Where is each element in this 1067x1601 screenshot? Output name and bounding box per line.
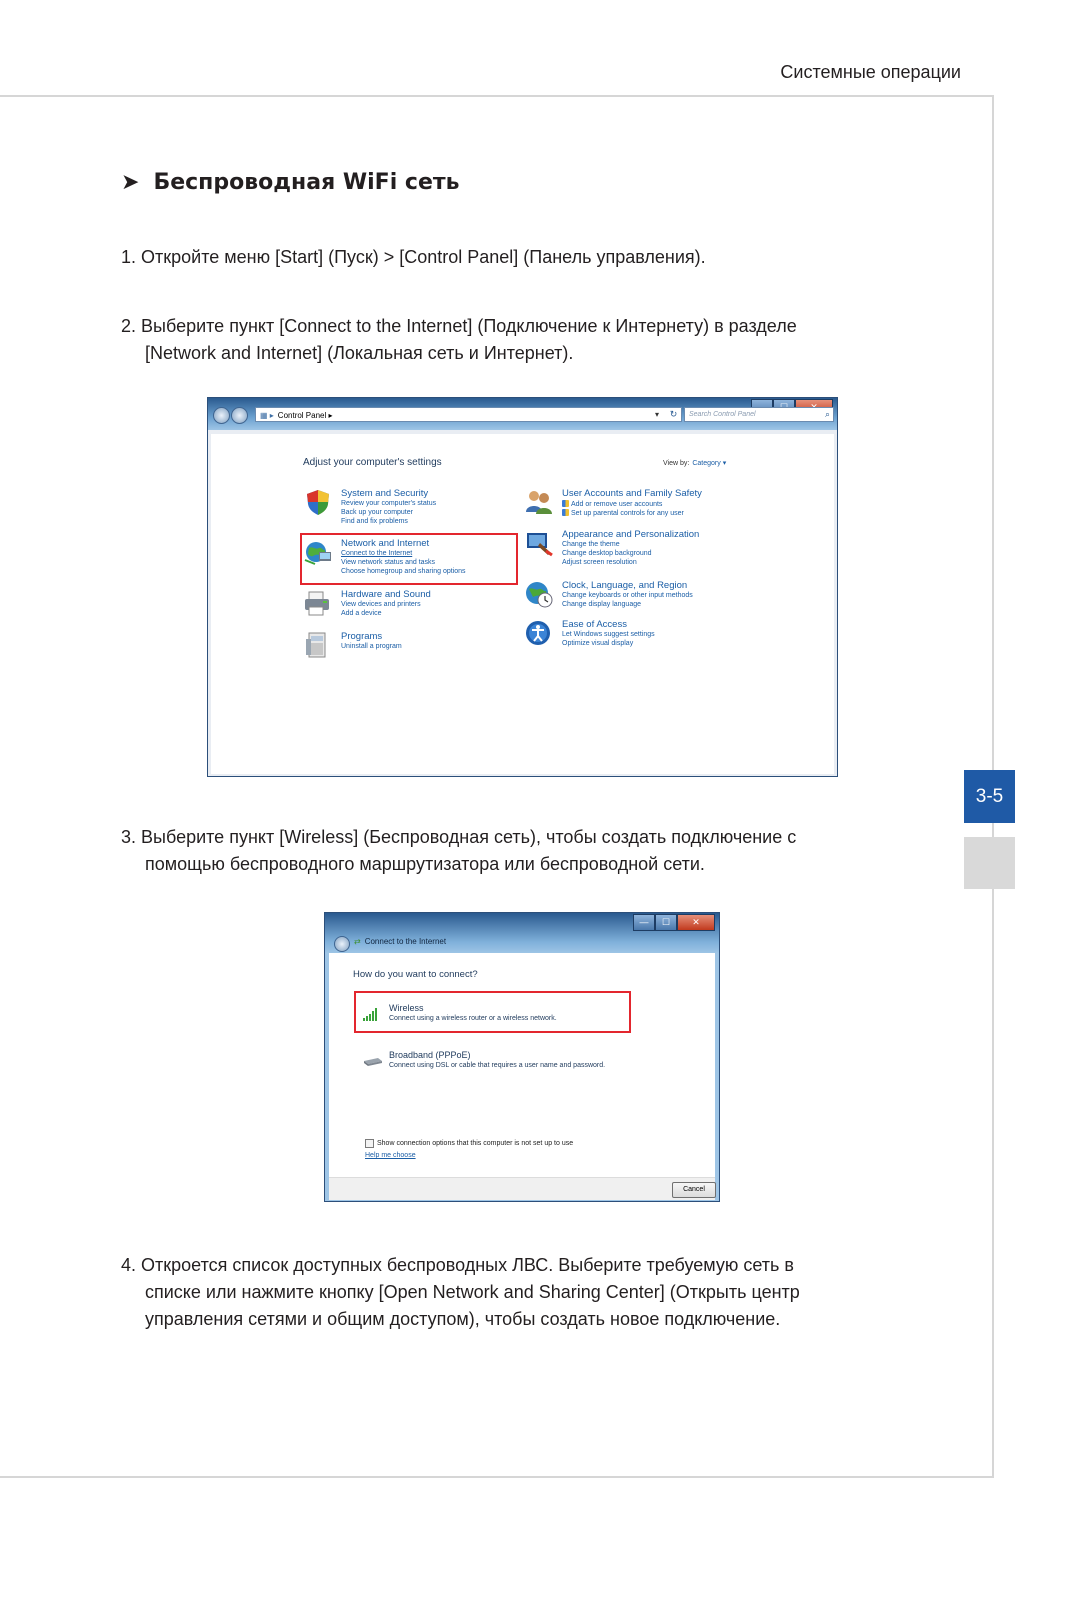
wireless-desc: Connect using a wireless router or a wireless network. [389,1015,557,1022]
category-link[interactable]: Change the theme [562,541,620,548]
highlight-network-internet [300,533,518,585]
users-icon [524,488,554,516]
broadband-desc: Connect using DSL or cable that requires a user name and password. [389,1062,606,1069]
connect-to-internet-link[interactable]: Connect to the Internet [341,550,413,557]
dialog-footer [329,1177,715,1200]
dialog-title-text: Connect to the Internet [364,937,447,946]
show-options-label: Show connection options that this computer is not set up to use [377,1140,574,1147]
category-link[interactable] [562,500,662,508]
view-by[interactable] [663,459,726,467]
back-button[interactable] [334,936,350,952]
show-options-row[interactable] [365,1139,573,1148]
step-4 [121,1252,931,1333]
section-title [121,170,460,195]
wireless-title: Wireless [389,1003,424,1013]
category-link[interactable]: Uninstall a program [341,643,402,650]
chevron-down-icon: ▾ [722,460,727,467]
clock-globe-icon [524,580,554,608]
address-bar[interactable]: ▦ ▸ Control Panel ▸ [255,407,682,422]
category-link-text: Add or remove user accounts [571,501,663,508]
category-link[interactable]: Add a device [341,610,382,617]
control-panel-content [211,434,834,774]
appearance-icon [524,529,554,557]
page-heading: Adjust your computer's settings [303,457,442,468]
forward-button[interactable] [231,407,248,424]
step-4-line-3: управления сетями и общим доступом), чтобы создать новое подключение. [145,1309,781,1329]
page-number-tab: 3-5 [964,770,1015,823]
page-tab-gray [964,837,1015,889]
control-panel-window [207,397,838,777]
frame-bottom-line [0,1476,994,1478]
category-title[interactable]: Programs [341,631,383,642]
search-icon[interactable]: ⌕ [824,409,830,419]
back-button[interactable] [213,407,230,424]
step-4-line-2: списке или нажмите кнопку [Open Network and Sharing Center] (Открыть центр [145,1282,800,1302]
step-2-line-1: 2. Выберите пункт [Connect to the Internet] (Подключение к Интернету) в разделе [121,316,797,336]
view-by-value[interactable]: Category [692,460,721,467]
category-link[interactable]: Change display language [562,601,642,608]
printer-icon [303,589,333,617]
broadband-title: Broadband (PPPoE) [389,1050,471,1060]
address-text: Control Panel [277,411,327,420]
category-link[interactable]: Let Windows suggest settings [562,631,655,638]
category-link[interactable]: Change keyboards or other input methods [562,592,693,599]
maximize-button[interactable]: ☐ [655,914,677,931]
caption-buttons [633,914,715,931]
cancel-button[interactable]: Cancel [672,1182,716,1198]
category-link[interactable]: Optimize visual display [562,640,634,647]
step-4-line-1: 4. Откроется список доступных беспроводных ЛВС. Выберите требуемую сеть в [121,1255,794,1275]
window-titlebar [208,398,837,430]
uac-shield-icon [562,509,569,516]
category-title[interactable]: Network and Internet [341,538,430,549]
category-link[interactable]: Choose homegroup and sharing options [341,568,466,575]
dialog-content [329,953,715,1193]
chevron-right-icon: ➤ [121,170,140,195]
ease-of-access-icon [524,619,554,647]
minimize-button[interactable]: — [633,914,655,931]
control-panel-icon: ▦ ▸ [260,411,274,420]
network-icon: ⇄ [354,937,361,946]
address-dropdown-icon[interactable]: ▾ [654,410,659,419]
step-3-line-1: 3. Выберите пункт [Wireless] (Беспроводная сеть), чтобы создать подключение с [121,827,797,847]
uac-shield-icon [562,500,569,507]
help-me-choose-link[interactable]: Help me choose [365,1152,416,1159]
connect-dialog-window [324,912,720,1202]
highlight-wireless [354,991,631,1033]
step-2 [121,313,931,367]
search-input[interactable] [684,407,834,422]
broadband-modem-icon [363,1054,383,1068]
step-3 [121,824,931,878]
category-link[interactable]: View network status and tasks [341,559,436,566]
frame-top-line [0,95,994,97]
show-options-checkbox[interactable] [365,1139,374,1148]
section-title-text: Беспроводная WiFi сеть [153,170,460,195]
close-button[interactable]: ✕ [677,914,715,931]
view-by-label: View by: [663,460,690,467]
search-placeholder: Search Control Panel [689,411,756,418]
category-title[interactable]: Hardware and Sound [341,589,431,600]
category-link[interactable]: View devices and printers [341,601,421,608]
dialog-question: How do you want to connect? [353,969,478,980]
step-1 [121,244,931,271]
step-1-text: 1. Откройте меню [Start] (Пуск) > [Control Panel] (Панель управления). [121,247,706,267]
dialog-title [354,937,446,946]
shield-icon [303,488,333,516]
running-head: Системные операции [780,62,961,82]
step-3-line-2: помощью беспроводного маршрутизатора или беспроводной сети. [145,854,705,874]
category-link[interactable]: Find and fix problems [341,518,408,525]
category-link[interactable]: Change desktop background [562,550,652,557]
category-title[interactable]: System and Security [341,488,429,499]
category-title[interactable]: Clock, Language, and Region [562,580,688,591]
category-link[interactable]: Review your computer's status [341,500,437,507]
refresh-icon[interactable]: ↻ [669,409,678,419]
category-title[interactable]: Ease of Access [562,619,627,630]
step-2-line-2: [Network and Internet] (Локальная сеть и Интернет). [145,343,574,363]
programs-icon [303,631,333,659]
category-link-text: Set up parental controls for any user [571,510,684,517]
category-title[interactable]: User Accounts and Family Safety [562,488,702,499]
category-title[interactable]: Appearance and Personalization [562,529,700,540]
category-link[interactable] [562,509,684,517]
category-link[interactable]: Back up your computer [341,509,413,516]
category-link[interactable]: Adjust screen resolution [562,559,637,566]
